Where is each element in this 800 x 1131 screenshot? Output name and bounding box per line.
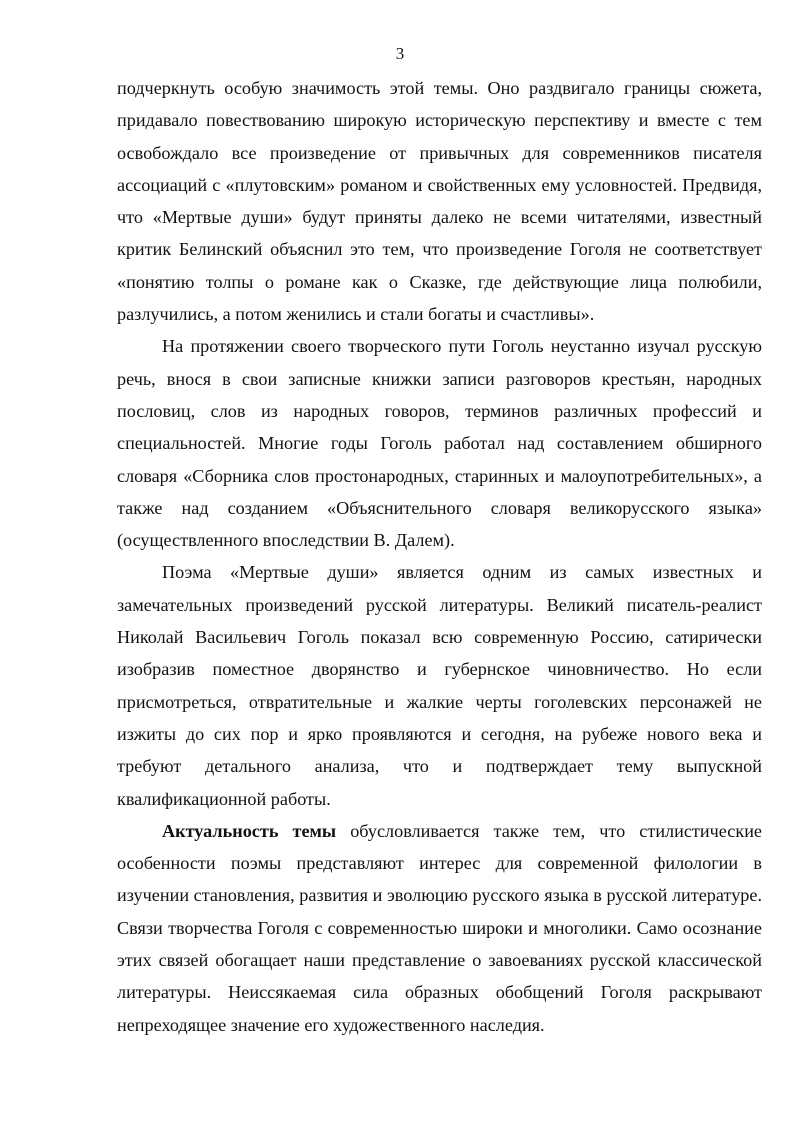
paragraph-2: [117, 330, 762, 556]
document-body: [117, 72, 762, 1041]
page-number: 3: [395, 44, 405, 63]
paragraph-text: подчеркнуть особую значимость этой темы. Оно раздвигало границы сюжета, придавало повествованию широкую историческую перспективу и вместе с тем освобождало все произведение от привычных для современников писателя ассоциаций с «плутовским» романом и свойственных ему условностей. Предвидя, что «Мертвые души» будут приняты далеко не всеми читателями, известный критик Белинский объяснил это тем, что произведение Гоголя не соответствует «понятию толпы о романе как о Сказке, где действующие лица полюбили, разлучились, а потом женились и стали богаты и счастливы».: [117, 78, 762, 325]
paragraph-text: обусловливается также тем, что стилистические особенности поэмы представляют интерес для современной филологии в изучении становления, развития и эволюцию русского языка в русской литературе. Связи творчества Гоголя с современностью широки и многолики. Само осознание этих связей обогащает наши представление о завоеваниях русской классической литературы. Неиссякаемая сила образных обобщений Гоголя раскрывают непреходящее значение его художественного наследия.: [117, 820, 762, 1035]
paragraph-3: [117, 556, 762, 814]
relevance-heading: Актуальность темы: [162, 820, 337, 841]
paragraph-1: [117, 72, 762, 330]
paragraph-4: [117, 815, 762, 1041]
paragraph-text: Поэма «Мертвые души» является одним из самых известных и замечательных произведений русской литературы. Великий писатель-реалист Николай Васильевич Гоголь показал всю современную Россию, сатирически изобразив поместное дворянство и губернское чиновничество. Но если присмотреться, отвратительные и жалкие черты гоголевских персонажей не изжиты до сих пор и ярко проявляются и сегодня, на рубеже нового века и требуют детального анализа, что и подтверждает тему выпускной квалификационной работы.: [117, 562, 762, 809]
paragraph-text: На протяжении своего творческого пути Гоголь неустанно изучал русскую речь, внося в свои записные книжки записи разговоров крестьян, народных пословиц, слов из народных говоров, терминов различных профессий и специальностей. Многие годы Гоголь работал над составлением обширного словаря «Сборника слов простонародных, старинных и малоупотребительных», а также над созданием «Объяснительного словаря великорусского языка» (осуществленного впоследствии В. Далем).: [117, 336, 762, 551]
